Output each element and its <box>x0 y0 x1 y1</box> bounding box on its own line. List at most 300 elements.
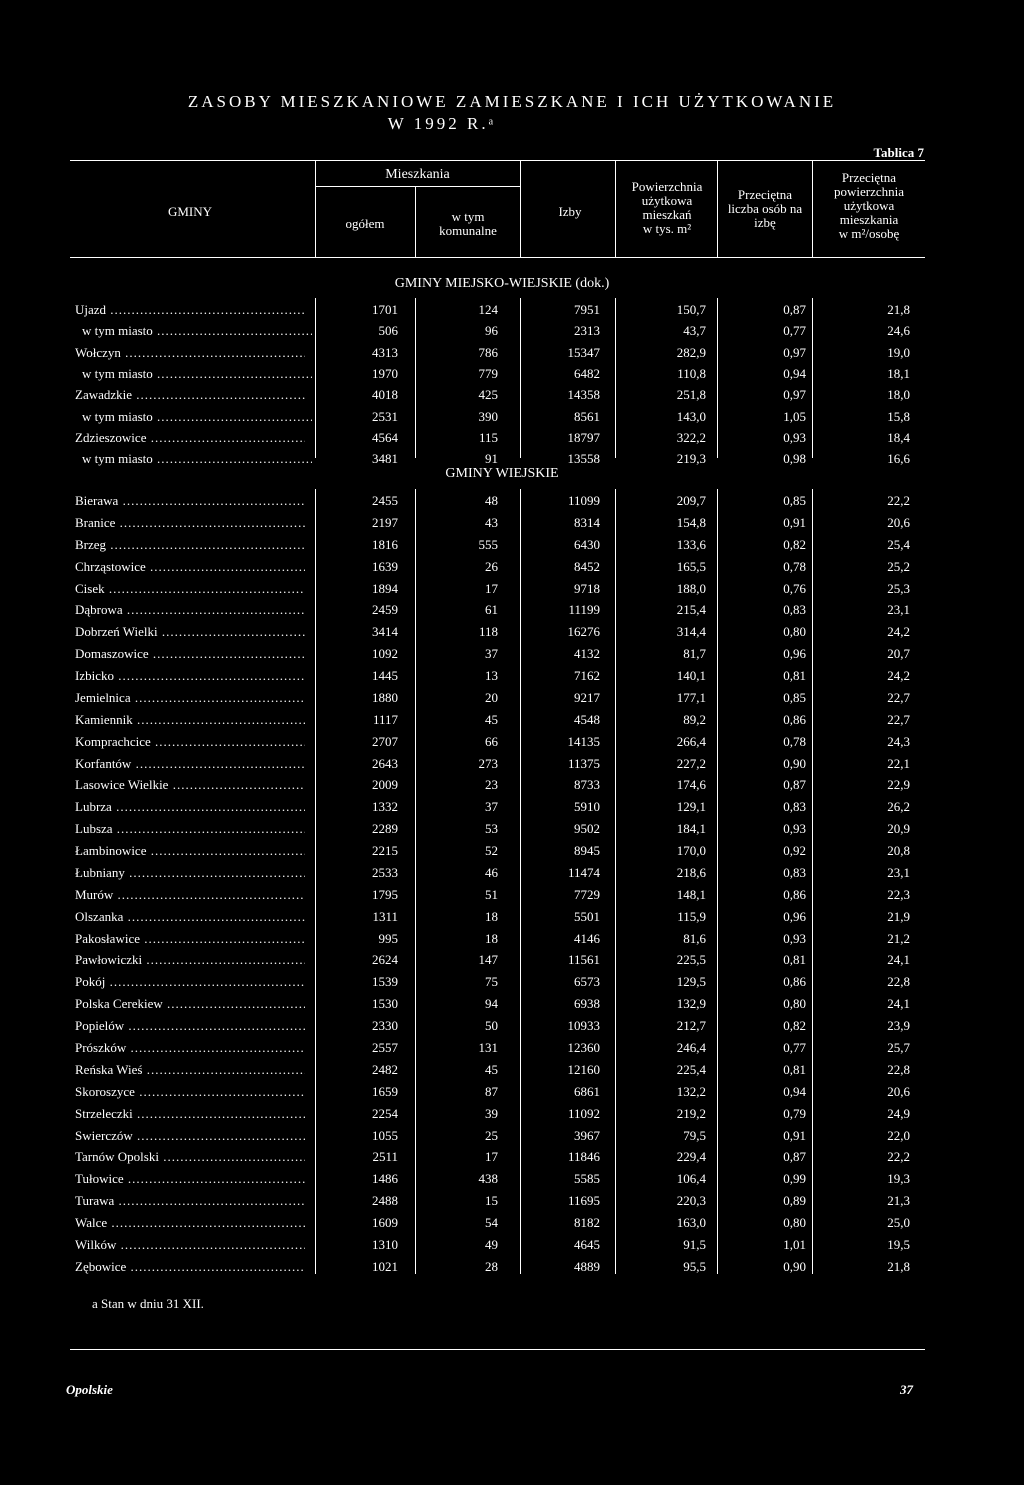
cell-value: 150,7 <box>676 302 706 317</box>
gmina-name: Wołczyn ..... <box>75 345 305 361</box>
cell-value: 0,83 <box>783 865 806 880</box>
cell-value: 52 <box>485 843 498 858</box>
cell-value: 246,4 <box>676 1040 706 1055</box>
gmina-name: Dąbrowa ..... <box>75 602 305 618</box>
cell-value: 0,87 <box>783 302 806 317</box>
cell-value: 0,79 <box>783 1106 806 1121</box>
cell-value: 24,1 <box>887 952 910 967</box>
cell-value: 10933 <box>567 1018 600 1033</box>
cell-value: 15,8 <box>887 409 910 424</box>
table-row <box>0 777 1024 797</box>
cell-value: 21,9 <box>887 909 910 924</box>
gmina-name: Chrząstowice ..... <box>75 559 305 575</box>
cell-value: 0,93 <box>783 430 806 445</box>
header-pp-line: w m²/osobę <box>838 226 900 241</box>
cell-value: 7162 <box>574 668 600 683</box>
cell-value: 45 <box>485 712 498 727</box>
cell-value: 54 <box>485 1215 498 1230</box>
cell-value: 225,5 <box>676 952 706 967</box>
cell-value: 0,97 <box>783 345 806 360</box>
cell-value: 20,8 <box>887 843 910 858</box>
cell-value: 170,0 <box>676 843 706 858</box>
cell-value: 2511 <box>372 1149 398 1164</box>
cell-value: 0,89 <box>783 1193 806 1208</box>
header-pp-line: Przeciętna <box>841 170 897 185</box>
cell-value: 251,8 <box>676 387 706 402</box>
cell-value: 0,87 <box>783 777 806 792</box>
cell-value: 19,0 <box>887 345 910 360</box>
cell-value: 2215 <box>372 843 398 858</box>
cell-value: 9502 <box>574 821 600 836</box>
cell-value: 129,1 <box>676 799 706 814</box>
gmina-name: w tym miasto ..... <box>82 409 312 425</box>
column-rule <box>520 298 521 458</box>
cell-value: 8733 <box>574 777 600 792</box>
cell-value: 11099 <box>567 493 600 508</box>
gmina-name: Pakosławice ..... <box>75 931 305 947</box>
cell-value: 322,2 <box>676 430 706 445</box>
cell-value: 25,3 <box>887 581 910 596</box>
cell-value: 143,0 <box>676 409 706 424</box>
cell-value: 273 <box>478 756 498 771</box>
column-rule <box>717 298 718 458</box>
column-rule <box>812 489 813 1274</box>
cell-value: 212,7 <box>676 1018 706 1033</box>
cell-value: 3414 <box>372 624 398 639</box>
cell-value: 124 <box>478 302 498 317</box>
table-row <box>0 1106 1024 1126</box>
cell-value: 94 <box>485 996 498 1011</box>
cell-value: 0,93 <box>783 821 806 836</box>
cell-value: 0,96 <box>783 646 806 661</box>
cell-value: 22,1 <box>887 756 910 771</box>
cell-value: 2455 <box>372 493 398 508</box>
cell-value: 219,3 <box>676 451 706 466</box>
cell-value: 23,9 <box>887 1018 910 1033</box>
cell-value: 26,2 <box>887 799 910 814</box>
header-pow-line: w tys. m² <box>642 221 692 236</box>
gmina-name: Prószków ..... <box>75 1040 305 1056</box>
header-w-tym: w tym <box>451 209 485 224</box>
table-row <box>0 931 1024 951</box>
footer-page-number: 37 <box>900 1382 913 1397</box>
table-row <box>0 1237 1024 1257</box>
header-osob-line: liczba osób na <box>727 201 803 216</box>
cell-value: 1659 <box>372 1084 398 1099</box>
cell-value: 0,80 <box>783 996 806 1011</box>
table-row <box>0 515 1024 535</box>
gmina-name: Komprachcice ..... <box>75 734 305 750</box>
cell-value: 24,2 <box>887 668 910 683</box>
cell-value: 165,5 <box>676 559 706 574</box>
cell-value: 81,7 <box>683 646 706 661</box>
cell-value: 79,5 <box>683 1128 706 1143</box>
header-top-rule <box>70 160 925 161</box>
cell-value: 18,4 <box>887 430 910 445</box>
cell-value: 91,5 <box>683 1237 706 1252</box>
cell-value: 20,6 <box>887 1084 910 1099</box>
table-row <box>0 1149 1024 1169</box>
cell-value: 0,93 <box>783 931 806 946</box>
cell-value: 9718 <box>574 581 600 596</box>
cell-value: 2557 <box>372 1040 398 1055</box>
cell-value: 1486 <box>372 1171 398 1186</box>
cell-value: 0,94 <box>783 366 806 381</box>
cell-value: 225,4 <box>676 1062 706 1077</box>
header-izby: Izby <box>558 204 582 219</box>
header-divider <box>615 160 616 257</box>
cell-value: 2533 <box>372 865 398 880</box>
cell-value: 1,01 <box>783 1237 806 1252</box>
cell-value: 3481 <box>372 451 398 466</box>
column-rule <box>315 298 316 458</box>
table-row <box>0 537 1024 557</box>
table-row <box>0 996 1024 1016</box>
table-row <box>0 302 1024 322</box>
cell-value: 20,6 <box>887 515 910 530</box>
cell-value: 1880 <box>372 690 398 705</box>
cell-value: 1795 <box>372 887 398 902</box>
header-osob-line: izbę <box>754 215 776 230</box>
cell-value: 21,8 <box>887 302 910 317</box>
cell-value: 4132 <box>574 646 600 661</box>
cell-value: 8945 <box>574 843 600 858</box>
cell-value: 209,7 <box>676 493 706 508</box>
cell-value: 132,2 <box>676 1084 706 1099</box>
header-osob-line: Przeciętna <box>737 187 793 202</box>
cell-value: 7729 <box>574 887 600 902</box>
cell-value: 17 <box>485 1149 498 1164</box>
cell-value: 21,8 <box>887 1259 910 1274</box>
table-row <box>0 712 1024 732</box>
column-rule <box>717 489 718 1274</box>
header-ogolem: ogółem <box>345 216 385 231</box>
mieszkania-rule <box>315 186 520 187</box>
cell-value: 6938 <box>574 996 600 1011</box>
cell-value: 132,9 <box>676 996 706 1011</box>
cell-value: 163,0 <box>676 1215 706 1230</box>
cell-value: 13 <box>485 668 498 683</box>
cell-value: 24,6 <box>887 323 910 338</box>
cell-value: 2531 <box>372 409 398 424</box>
gmina-name: w tym miasto ..... <box>82 366 312 382</box>
cell-value: 0,97 <box>783 387 806 402</box>
table-row <box>0 865 1024 885</box>
cell-value: 25,0 <box>887 1215 910 1230</box>
cell-value: 438 <box>478 1171 498 1186</box>
cell-value: 1816 <box>372 537 398 552</box>
page-title-line2: W 1992 R.ᵃ <box>387 114 497 133</box>
cell-value: 48 <box>485 493 498 508</box>
cell-value: 2707 <box>372 734 398 749</box>
cell-value: 6430 <box>574 537 600 552</box>
cell-value: 215,4 <box>676 602 706 617</box>
cell-value: 91 <box>485 451 498 466</box>
section-heading-miejsko-wiejskie: GMINY MIEJSKO-WIEJSKIE (dok.) <box>394 276 610 291</box>
table-label: Tablica 7 <box>873 145 924 160</box>
cell-value: 14358 <box>567 387 600 402</box>
cell-value: 25,2 <box>887 559 910 574</box>
cell-value: 1530 <box>372 996 398 1011</box>
cell-value: 220,3 <box>676 1193 706 1208</box>
gmina-name: Wilków ..... <box>75 1237 305 1253</box>
gmina-name: Izbicko ..... <box>75 668 305 684</box>
table-row <box>0 387 1024 407</box>
table-row <box>0 323 1024 343</box>
cell-value: 95,5 <box>683 1259 706 1274</box>
cell-value: 23,1 <box>887 865 910 880</box>
table-row <box>0 668 1024 688</box>
header-pow-line: mieszkań <box>642 207 692 222</box>
cell-value: 37 <box>485 799 498 814</box>
gmina-name: Zębowice ..... <box>75 1259 305 1275</box>
cell-value: 24,1 <box>887 996 910 1011</box>
gmina-name: Tułowice ..... <box>75 1171 305 1187</box>
header-komunalne-text: komunalne <box>439 223 497 238</box>
gmina-name: Łambinowice ..... <box>75 843 305 859</box>
table-row <box>0 646 1024 666</box>
cell-value: 0,94 <box>783 1084 806 1099</box>
cell-value: 2009 <box>372 777 398 792</box>
cell-value: 0,77 <box>783 1040 806 1055</box>
cell-value: 11846 <box>567 1149 600 1164</box>
cell-value: 4564 <box>372 430 398 445</box>
cell-value: 218,6 <box>676 865 706 880</box>
table-row <box>0 887 1024 907</box>
cell-value: 22,7 <box>887 712 910 727</box>
gmina-name: Murów ..... <box>75 887 305 903</box>
cell-value: 11092 <box>567 1106 600 1121</box>
cell-value: 0,78 <box>783 559 806 574</box>
cell-value: 17 <box>485 581 498 596</box>
gmina-name: Popielów ..... <box>75 1018 305 1034</box>
header-przecietna-pow <box>813 171 925 241</box>
cell-value: 0,91 <box>783 515 806 530</box>
cell-value: 25,7 <box>887 1040 910 1055</box>
cell-value: 0,80 <box>783 624 806 639</box>
gmina-name: Cisek ..... <box>75 581 305 597</box>
cell-value: 12360 <box>567 1040 600 1055</box>
cell-value: 22,0 <box>887 1128 910 1143</box>
cell-value: 39 <box>485 1106 498 1121</box>
cell-value: 4313 <box>372 345 398 360</box>
cell-value: 18 <box>485 909 498 924</box>
cell-value: 0,92 <box>783 843 806 858</box>
cell-value: 1894 <box>372 581 398 596</box>
cell-value: 2197 <box>372 515 398 530</box>
cell-value: 20 <box>485 690 498 705</box>
cell-value: 5501 <box>574 909 600 924</box>
header-pow-line: Powierzchnia <box>631 179 703 194</box>
gmina-name: Kamiennik ..... <box>75 712 305 728</box>
cell-value: 0,78 <box>783 734 806 749</box>
gmina-name: Brzeg ..... <box>75 537 305 553</box>
gmina-name: Lubsza ..... <box>75 821 305 837</box>
table-row <box>0 821 1024 841</box>
footer-region: Opolskie <box>66 1382 113 1397</box>
cell-value: 43 <box>485 515 498 530</box>
cell-value: 148,1 <box>676 887 706 902</box>
table-row <box>0 799 1024 819</box>
cell-value: 0,85 <box>783 493 806 508</box>
cell-value: 8314 <box>574 515 600 530</box>
cell-value: 37 <box>485 646 498 661</box>
gmina-name: w tym miasto ..... <box>82 451 312 467</box>
cell-value: 61 <box>485 602 498 617</box>
cell-value: 0,91 <box>783 1128 806 1143</box>
table-row <box>0 602 1024 622</box>
cell-value: 8182 <box>574 1215 600 1230</box>
cell-value: 13558 <box>567 451 600 466</box>
cell-value: 1055 <box>372 1128 398 1143</box>
cell-value: 0,83 <box>783 799 806 814</box>
table-row <box>0 974 1024 994</box>
footer-rule <box>70 1349 925 1350</box>
table-row <box>0 1084 1024 1104</box>
cell-value: 0,98 <box>783 451 806 466</box>
gmina-name: Łubniany ..... <box>75 865 305 881</box>
table-row <box>0 451 1024 471</box>
cell-value: 89,2 <box>683 712 706 727</box>
cell-value: 0,80 <box>783 1215 806 1230</box>
cell-value: 20,9 <box>887 821 910 836</box>
cell-value: 4889 <box>574 1259 600 1274</box>
cell-value: 23,1 <box>887 602 910 617</box>
column-rule <box>615 489 616 1274</box>
cell-value: 9217 <box>574 690 600 705</box>
cell-value: 14135 <box>567 734 600 749</box>
cell-value: 177,1 <box>676 690 706 705</box>
cell-value: 1,05 <box>783 409 806 424</box>
cell-value: 8452 <box>574 559 600 574</box>
cell-value: 1310 <box>372 1237 398 1252</box>
cell-value: 0,77 <box>783 323 806 338</box>
cell-value: 22,3 <box>887 887 910 902</box>
section-heading-wiejskie: GMINY WIEJSKIE <box>445 466 559 481</box>
cell-value: 219,2 <box>676 1106 706 1121</box>
cell-value: 1117 <box>372 712 398 727</box>
header-bottom-rule <box>70 257 925 258</box>
cell-value: 506 <box>378 323 398 338</box>
gmina-name: Polska Cerekiew ..... <box>75 996 305 1012</box>
cell-value: 1021 <box>372 1259 398 1274</box>
cell-value: 0,82 <box>783 537 806 552</box>
cell-value: 129,5 <box>676 974 706 989</box>
header-pp-line: mieszkania <box>839 212 899 227</box>
cell-value: 2482 <box>372 1062 398 1077</box>
cell-value: 314,4 <box>676 624 706 639</box>
cell-value: 18,1 <box>887 366 910 381</box>
cell-value: 118 <box>478 624 498 639</box>
header-pp-line: użytkowa <box>843 198 895 213</box>
gmina-name: Lasowice Wielkie ..... <box>75 777 305 793</box>
cell-value: 786 <box>478 345 498 360</box>
cell-value: 106,4 <box>676 1171 706 1186</box>
cell-value: 87 <box>485 1084 498 1099</box>
cell-value: 22,9 <box>887 777 910 792</box>
cell-value: 21,3 <box>887 1193 910 1208</box>
cell-value: 18 <box>485 931 498 946</box>
gmina-name: Jemielnica ..... <box>75 690 305 706</box>
table-row <box>0 734 1024 754</box>
gmina-name: Bierawa ..... <box>75 493 305 509</box>
table-row <box>0 493 1024 513</box>
cell-value: 115,9 <box>677 909 706 924</box>
column-rule <box>812 298 813 458</box>
cell-value: 0,81 <box>783 668 806 683</box>
gmina-name: w tym miasto ..... <box>82 323 312 339</box>
cell-value: 1609 <box>372 1215 398 1230</box>
gmina-name: Branice ..... <box>75 515 305 531</box>
header-divider <box>415 186 416 257</box>
cell-value: 188,0 <box>676 581 706 596</box>
table-row <box>0 1040 1024 1060</box>
cell-value: 5585 <box>574 1171 600 1186</box>
cell-value: 75 <box>485 974 498 989</box>
cell-value: 22,2 <box>887 1149 910 1164</box>
cell-value: 779 <box>478 366 498 381</box>
cell-value: 184,1 <box>676 821 706 836</box>
cell-value: 227,2 <box>676 756 706 771</box>
cell-value: 51 <box>485 887 498 902</box>
cell-value: 2330 <box>372 1018 398 1033</box>
cell-value: 16276 <box>567 624 600 639</box>
gmina-name: Lubrza ..... <box>75 799 305 815</box>
cell-value: 131 <box>478 1040 498 1055</box>
table-row <box>0 581 1024 601</box>
cell-value: 19,5 <box>887 1237 910 1252</box>
cell-value: 15347 <box>567 345 600 360</box>
cell-value: 96 <box>485 323 498 338</box>
cell-value: 110,8 <box>677 366 706 381</box>
table-row <box>0 1018 1024 1038</box>
cell-value: 28 <box>485 1259 498 1274</box>
gmina-name: Swierczów ..... <box>75 1128 305 1144</box>
cell-value: 154,8 <box>676 515 706 530</box>
table-row <box>0 1193 1024 1213</box>
cell-value: 11199 <box>568 602 600 617</box>
cell-value: 25,4 <box>887 537 910 552</box>
cell-value: 49 <box>485 1237 498 1252</box>
cell-value: 0,85 <box>783 690 806 705</box>
cell-value: 2254 <box>372 1106 398 1121</box>
gmina-name: Turawa ..... <box>75 1193 305 1209</box>
cell-value: 1332 <box>372 799 398 814</box>
cell-value: 11474 <box>567 865 600 880</box>
table-row <box>0 1128 1024 1148</box>
cell-value: 7951 <box>574 302 600 317</box>
cell-value: 22,7 <box>887 690 910 705</box>
cell-value: 19,3 <box>887 1171 910 1186</box>
gmina-name: Pawłowiczki ..... <box>75 952 305 968</box>
cell-value: 24,9 <box>887 1106 910 1121</box>
cell-value: 24,2 <box>887 624 910 639</box>
gmina-name: Olszanka ..... <box>75 909 305 925</box>
gmina-name: Walce ..... <box>75 1215 305 1231</box>
column-rule <box>615 298 616 458</box>
cell-value: 11375 <box>567 756 600 771</box>
cell-value: 140,1 <box>676 668 706 683</box>
column-rule <box>520 489 521 1274</box>
cell-value: 147 <box>478 952 498 967</box>
cell-value: 2459 <box>372 602 398 617</box>
table-row <box>0 1171 1024 1191</box>
cell-value: 46 <box>485 865 498 880</box>
cell-value: 0,96 <box>783 909 806 924</box>
table-row <box>0 843 1024 863</box>
cell-value: 229,4 <box>676 1149 706 1164</box>
cell-value: 1639 <box>372 559 398 574</box>
